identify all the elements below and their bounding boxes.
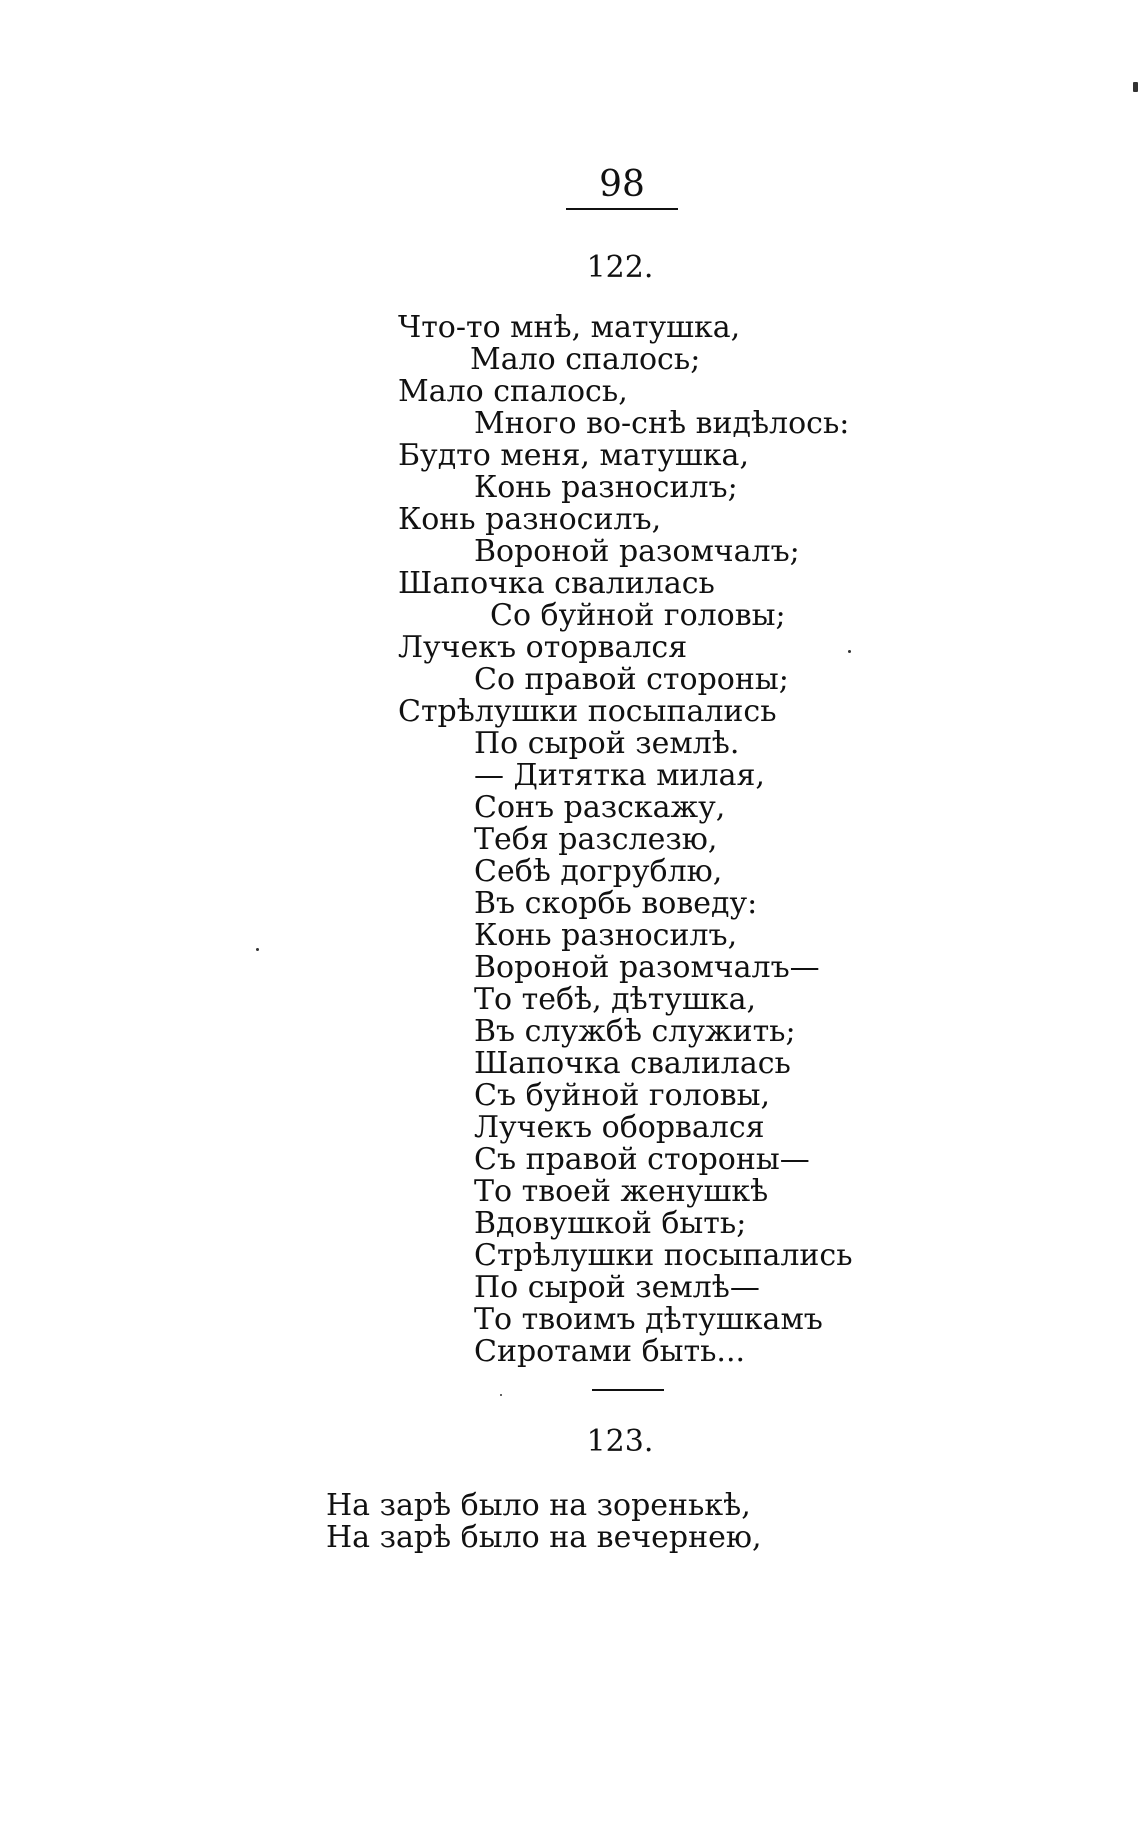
- verse-line: Шапочка свалилась: [398, 566, 715, 601]
- verse-line: Въ службѣ служить;: [474, 1014, 796, 1049]
- verse-line: Будто меня, матушка,: [398, 438, 749, 473]
- section-divider: [592, 1389, 664, 1391]
- scan-speck: [848, 650, 851, 653]
- page-number: 98: [566, 162, 678, 210]
- verse-line: Конь разносилъ,: [474, 918, 738, 953]
- verse-line: На зарѣ было на зоренькѣ,: [326, 1488, 751, 1523]
- verse-line: Стрѣлушки посыпались: [474, 1238, 853, 1273]
- verse-line: По сырой землѣ.: [474, 726, 740, 761]
- verse-line: То твоимъ дѣтушкамъ: [474, 1302, 823, 1337]
- verse-line: Въ скорбь воведу:: [474, 886, 758, 921]
- verse-line: Конь разносилъ,: [398, 502, 662, 537]
- verse-line: Со буйной головы;: [490, 598, 786, 633]
- verse-line: Лучекъ оторвался: [398, 630, 688, 665]
- verse-line: Шапочка свалилась: [474, 1046, 791, 1081]
- verse-line: Сонъ разскажу,: [474, 790, 726, 825]
- verse-line: Вороной разомчалъ;: [474, 534, 800, 569]
- verse-line: Тебя разслезю,: [474, 822, 718, 857]
- verse-line: Много во-снѣ видѣлось:: [474, 406, 850, 441]
- verse-line: Конь разносилъ;: [474, 470, 738, 505]
- poem-number-123: 123.: [586, 1424, 654, 1459]
- poem-number-122: 122.: [586, 250, 654, 285]
- verse-line: Съ правой стороны—: [474, 1142, 810, 1177]
- scan-speck: [500, 1394, 502, 1396]
- verse-line: — Дитятка милая,: [474, 758, 765, 793]
- scan-speck: [256, 948, 259, 951]
- verse-line: Сиротами быть...: [474, 1334, 746, 1369]
- verse-line: То тебѣ, дѣтушка,: [474, 982, 757, 1017]
- verse-line: Со правой стороны;: [474, 662, 789, 697]
- verse-line: По сырой землѣ—: [474, 1270, 760, 1305]
- verse-line: На зарѣ было на вечернею,: [326, 1520, 762, 1555]
- verse-line: Съ буйной головы,: [474, 1078, 771, 1113]
- verse-line: Себѣ догрублю,: [474, 854, 723, 889]
- verse-line: То твоей женушкѣ: [474, 1174, 769, 1209]
- scan-speck: [1133, 82, 1138, 92]
- verse-line: Вороной разомчалъ—: [474, 950, 820, 985]
- verse-line: Мало спалось,: [398, 374, 628, 409]
- verse-line: Мало спалось;: [470, 342, 701, 377]
- verse-line: Стрѣлушки посыпались: [398, 694, 777, 729]
- verse-line: Вдовушкой быть;: [474, 1206, 747, 1241]
- verse-line: Лучекъ оборвался: [474, 1110, 765, 1145]
- verse-line: Что-то мнѣ, матушка,: [398, 310, 741, 345]
